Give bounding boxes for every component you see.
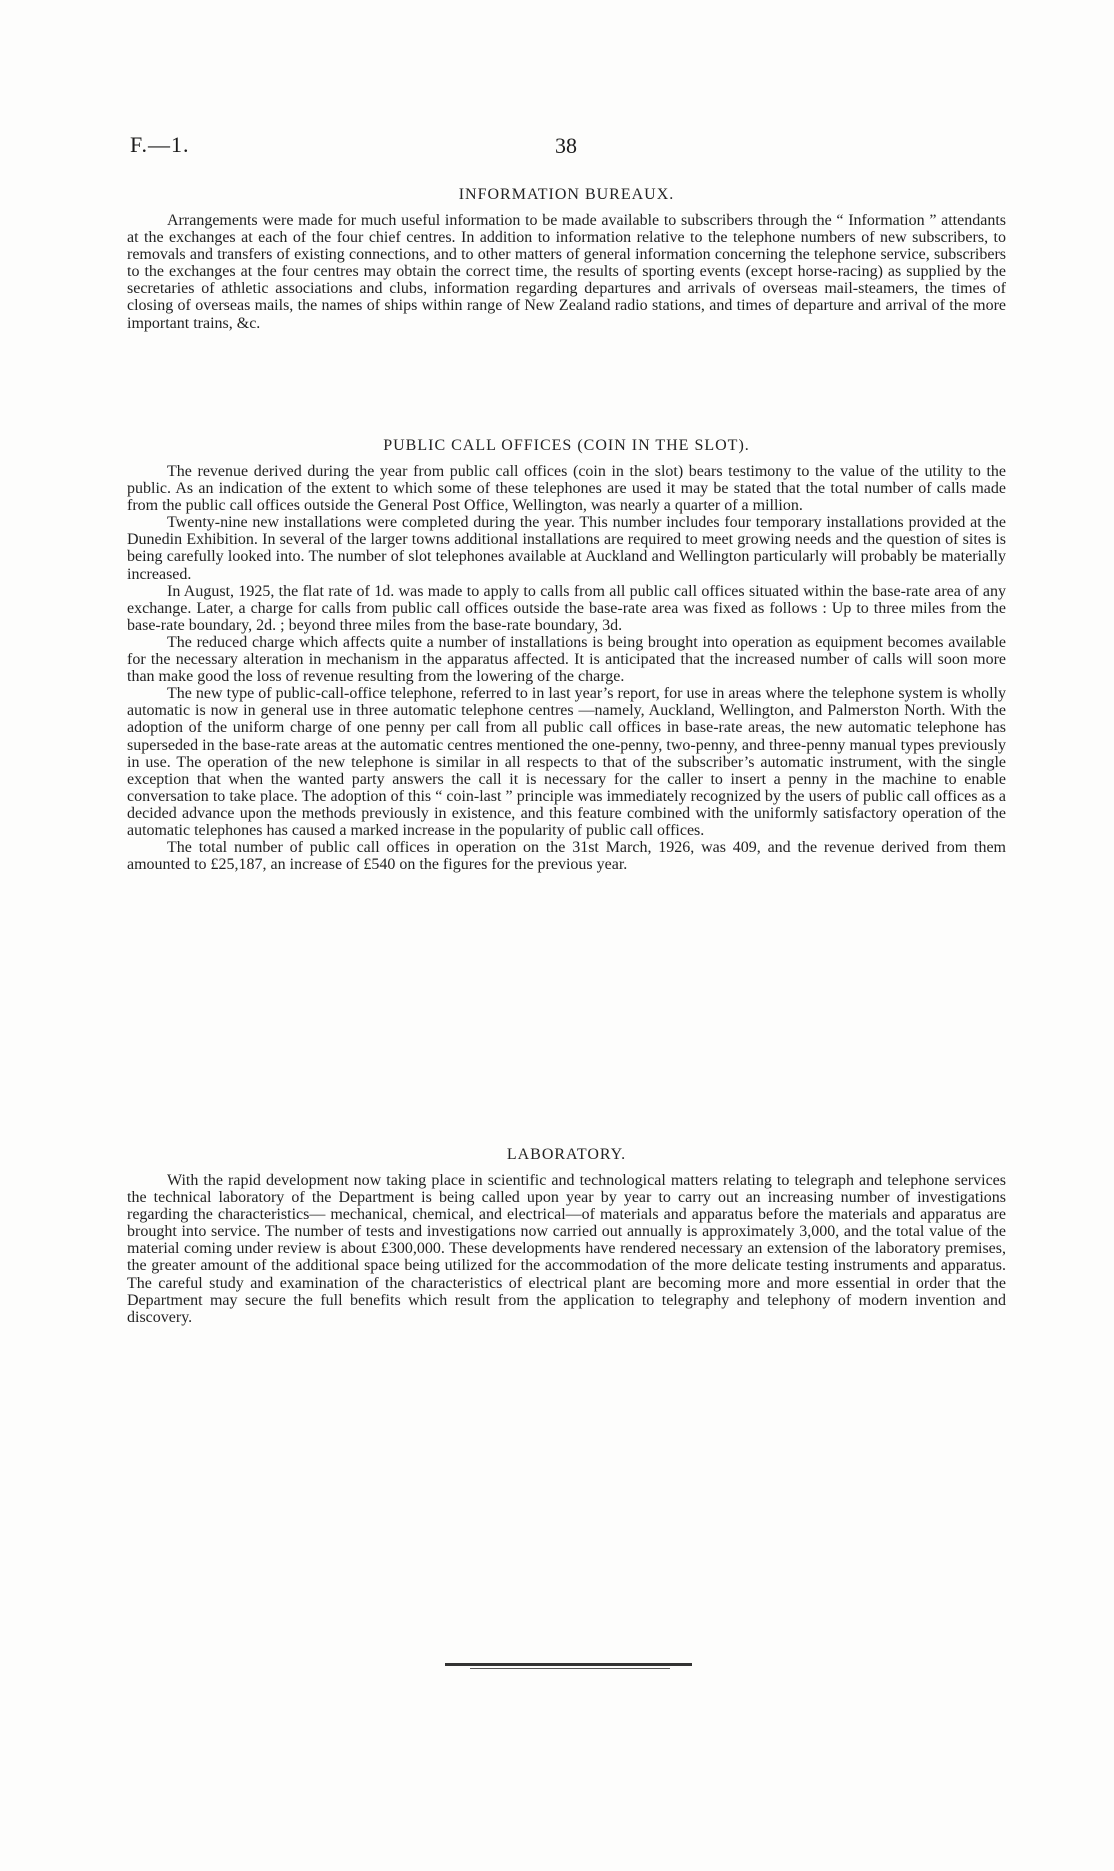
document-code: F.—1. <box>130 132 190 157</box>
closing-rule <box>445 1663 692 1666</box>
paragraph: The new type of public-call-office telephone, referred to in last year’s report, for use in areas where the telephone system is wholly automatic is now in general use in three automatic telephone centres —namely, Auckland, Wellington, and Palmerston North. With the adoption of the uniform charge of one penny per call from all public call offices in base-rate areas, the new automatic telephone has superseded in the base-rate areas at the automatic centres mentioned the one-penny, two-penny, and three-penny manual types previously in use. The operation of the new telephone is similar in all respects to that of the subscriber’s automatic instrument, with the single exception that when the wanted party answers the call it is necessary for the caller to insert a penny in the machine to enable conversation to take place. The adoption of this “ coin-last ” principle was immediately recognized by the users of public call offices as a decided advance upon the methods previously in existence, and this feature combined with the uniformly satisfactory operation of the automatic telephones has caused a marked increase in the popularity of public call offices. <box>127 685 1006 839</box>
section-heading: LABORATORY. <box>506 1146 627 1163</box>
section-laboratory <box>127 1146 1006 1326</box>
paragraph: In August, 1925, the flat rate of 1d. was made to apply to calls from all public call offices situated within the base-rate area of any exchange. Later, a charge for calls from public call offices outside the base-rate area was fixed as follows : Up to three miles from the base-rate boundary, 2d. ; beyond three miles from the base-rate boundary, 3d. <box>127 582 1006 634</box>
closing-rule-thin <box>470 1668 670 1669</box>
paragraph: With the rapid development now taking place in scientific and technological matters relating to telegraph and telephone services the technical laboratory of the Department is being called upon year by year to carry out an increasing number of investigations regarding the characteristics— mechanical, chemical, and electrical—of materials and apparatus before the materials and apparatus are brought into service. The number of tests and investigations now carried out annually is approximately 3,000, and the total value of the material coming under review is about £300,000. These developments have rendered necessary an extension of the laboratory premises, the greater amount of the additional space being utilized for the accommodation of the more delicate testing instruments and apparatus. The careful study and examination of the characteristics of electrical plant are becoming more and more essential in order that the Department may secure the full benefits which result from the application to telegraphy and telephony of modern invention and discovery. <box>127 1172 1006 1326</box>
page-number: 38 <box>555 133 577 158</box>
section-heading: PUBLIC CALL OFFICES (COIN IN THE SLOT). <box>383 437 750 454</box>
section-heading: INFORMATION BUREAUX. <box>458 186 675 203</box>
paragraph: The total number of public call offices in operation on the 31st March, 1926, was 409, and the revenue derived from them amounted to £25,187, an increase of £540 on the figures for the previous year. <box>127 839 1006 874</box>
paragraph: Twenty-nine new installations were completed during the year. This number includes four temporary installations provided at the Dunedin Exhibition. In several of the larger towns additional installations are required to meet growing needs and the question of sites is being carefully looked into. The number of slot telephones available at Auckland and Wellington particularly will probably be materially increased. <box>127 514 1006 583</box>
section-public-call-offices <box>127 437 1006 873</box>
section-information-bureaux <box>127 186 1006 332</box>
paragraph: The revenue derived during the year from public call offices (coin in the slot) bears testimony to the value of the utility to the public. As an indication of the extent to which some of these telephones are used it may be stated that the total number of calls made from the public call offices outside the General Post Office, Wellington, was nearly a quarter of a million. <box>127 463 1006 515</box>
paragraph: Arrangements were made for much useful information to be made available to subscribers through the “ Information ” attendants at the exchanges at each of the four chief centres. In addition to information relative to the telephone numbers of new subscribers, to removals and transfers of existing connections, and to other matters of general information concerning the telephone service, subscribers to the exchanges at the four centres may obtain the correct time, the results of sporting events (except horse-racing) as supplied by the secretaries of athletic associations and clubs, information regarding departures and arrivals of overseas mail-steamers, the times of closing of overseas mails, the names of ships within range of New Zealand radio stations, and times of departure and arrival of the more important trains, &c. <box>127 212 1006 332</box>
paragraph: The reduced charge which affects quite a number of installations is being brought into operation as equipment becomes available for the necessary alteration in mechanism in the apparatus affected. It is anticipated that the increased number of calls will soon more than make good the loss of revenue resulting from the lowering of the charge. <box>127 633 1006 686</box>
